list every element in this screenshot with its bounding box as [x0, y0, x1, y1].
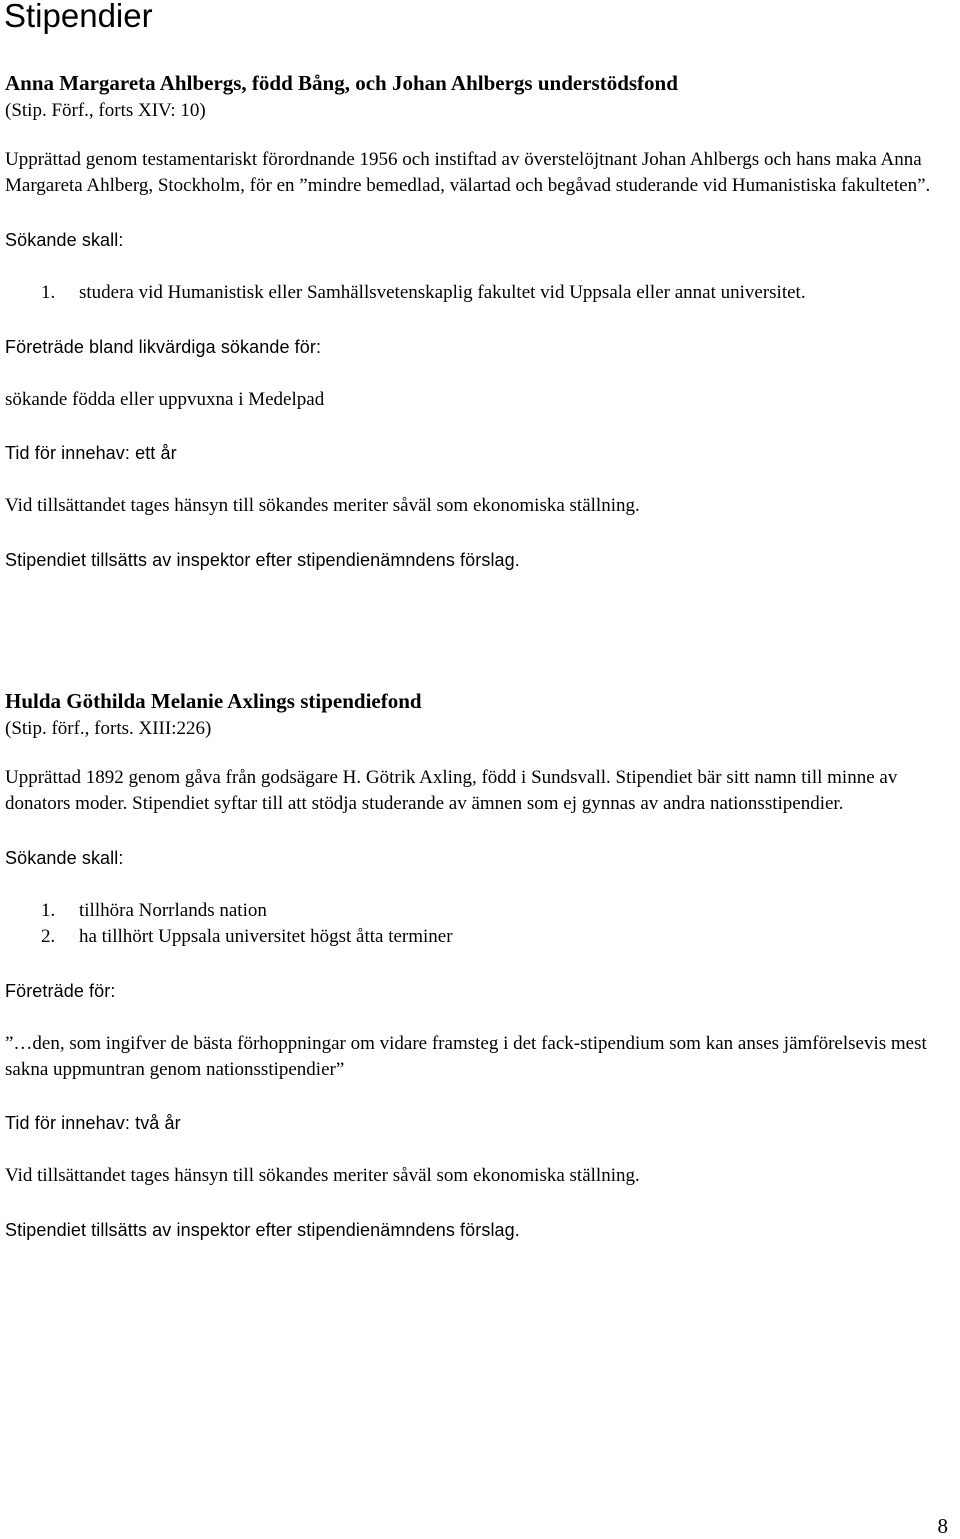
preference-text: sökande födda eller uppvuxna i Medelpad — [5, 389, 325, 410]
applicant-label: Sökande skall: — [5, 848, 124, 868]
fund-reference: (Stip. Förf., forts XIV: 10) — [5, 100, 206, 121]
page-title: Stipendier — [4, 0, 153, 34]
tenure-text: Tid för innehav: två år — [5, 1113, 181, 1133]
appointment-note: Stipendiet tillsätts av inspektor efter stipendienämndens förslag. — [5, 1220, 520, 1240]
list-item — [5, 280, 955, 306]
fund-section-axling — [5, 688, 955, 1243]
list-item — [5, 924, 955, 950]
list-item-text: tillhöra Norrlands nation — [79, 900, 267, 921]
preference-label: Företräde bland likvärdiga sökande för: — [5, 337, 322, 357]
list-item-text: ha tillhört Uppsala universitet högst åtta terminer — [79, 926, 453, 947]
tenure-text: Tid för innehav: ett år — [5, 443, 177, 463]
fund-reference: (Stip. förf., forts. XIII:226) — [5, 718, 212, 739]
fund-heading: Anna Margareta Ahlbergs, född Bång, och Johan Ahlbergs understödsfond — [5, 71, 678, 95]
merit-note: Vid tillsättandet tages hänsyn till sökandes meriter såväl som ekonomiska ställning. — [5, 495, 640, 516]
requirements-list — [5, 280, 955, 306]
list-item-number: 1. — [41, 282, 56, 303]
merit-note: Vid tillsättandet tages hänsyn till sökandes meriter såväl som ekonomiska ställning. — [5, 1165, 640, 1186]
list-item-number: 2. — [41, 926, 56, 947]
preference-label: Företräde för: — [5, 981, 116, 1001]
list-item-number: 1. — [41, 900, 56, 921]
preference-text: ”…den, som ingifver de bästa förhoppningar om vidare framsteg i det fack-stipendium som kan anses jämförelsevis mest sakna uppmuntran genom nationsstipendier” — [5, 1033, 927, 1080]
applicant-label: Sökande skall: — [5, 230, 124, 250]
list-item-text: studera vid Humanistisk eller Samhällsvetenskaplig fakultet vid Uppsala eller annat universitet. — [79, 282, 806, 303]
fund-heading: Hulda Göthilda Melanie Axlings stipendiefond — [5, 689, 422, 713]
list-item — [5, 898, 955, 924]
fund-description: Upprättad 1892 genom gåva från godsägare H. Götrik Axling, född i Sundsvall. Stipendiet bär sitt namn till minne av donators moder. Stipendiet syftar till att stödja studerande av ämnen som ej gynnas av andra nationsstipendier. — [5, 767, 898, 814]
fund-section-ahlberg — [5, 70, 955, 573]
requirements-list — [5, 898, 955, 950]
appointment-note: Stipendiet tillsätts av inspektor efter stipendienämndens förslag. — [5, 550, 520, 570]
fund-description: Upprättad genom testamentariskt förordnande 1956 och instiftad av överstelöjtnant Johan Ahlbergs och hans maka Anna Margareta Ahlberg, Stockholm, för en ”mindre bemedlad, välartad och begåvad studerande vid Humanistiska fakulteten”. — [5, 149, 931, 196]
page-number: 8 — [937, 1514, 948, 1538]
